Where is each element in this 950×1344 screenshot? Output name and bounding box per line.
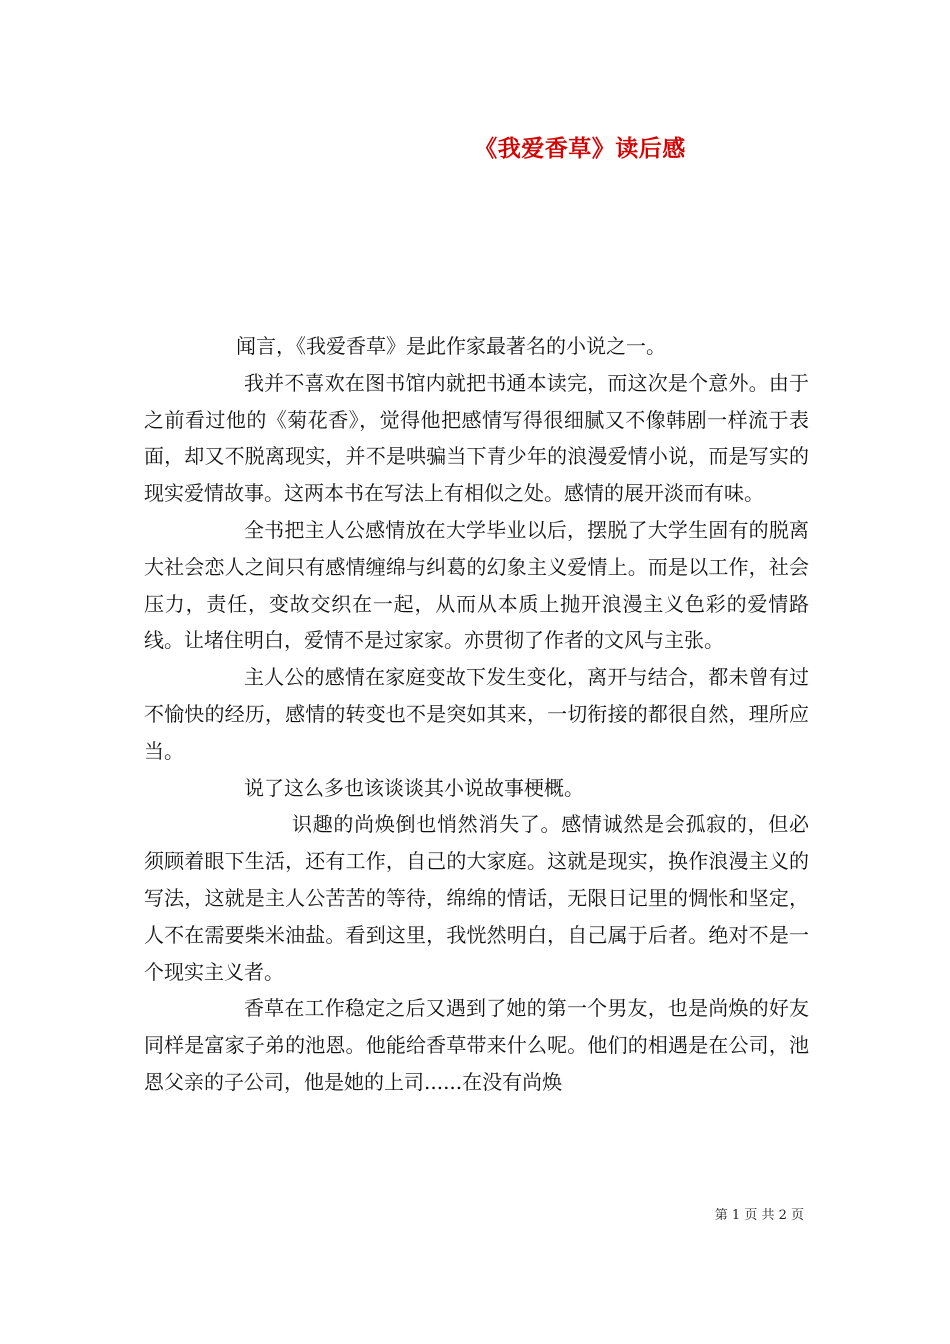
page-number-label: 第 1 页 共 2 页 [714,1208,804,1223]
paragraph-2: 我并不喜欢在图书馆内就把书通本读完，而这次是个意外。由于之前看过他的《菊花香》，觉得他把感情写得很细腻又不像韩剧一样流于表面，却又不脱离现实，并不是哄骗当下青少年的浪漫爱情小说，而是写实的现实爱情故事。这两本书在写法上有相似之处。感情的展开淡而有味。 [144,370,809,506]
document-body [144,328,809,1101]
document-title: 《我爱香草》读后感 [474,135,686,162]
paragraph-4: 主人公的感情在家庭变故下发生变化，离开与结合，都未曾有过不愉快的经历，感情的转变也不是突如其来，一切衔接的都很自然，理所应当。 [144,665,809,763]
page-footer [715,1204,804,1223]
paragraph-7: 香草在工作稳定之后又遇到了她的第一个男友，也是尚焕的好友同样是富家子弟的池恩。他能给香草带来什么呢。他们的相遇是在公司，池恩父亲的子公司，他是她的上司......在没有尚焕 [144,996,809,1094]
paragraph-1: 闻言，《我爱香草》是此作家最著名的小说之一。 [236,334,666,358]
paragraph-5: 说了这么多也该谈谈其小说故事梗概。 [244,775,584,800]
paragraph-3: 全书把主人公感情放在大学毕业以后，摆脱了大学生固有的脱离大社会恋人之间只有感情缠绵与纠葛的幻象主义爱情上。而是以工作，社会压力，责任，变故交织在一起，从而从本质上抛开浪漫主义色彩的爱情路线。让堵住明白，爱情不是过家家。亦贯彻了作者的文风与主张。 [144,517,809,653]
paragraph-6: 识趣的尚焕倒也悄然消失了。感情诚然是会孤寂的，但必须顾着眼下生活，还有工作，自己的大家庭。这就是现实，换作浪漫主义的写法，这就是主人公苦苦的等待，绵绵的情话，无限日记里的惆怅和坚定，人不在需要柴米油盐。看到这里，我恍然明白，自己属于后者。绝对不是一个现实主义者。 [144,812,809,984]
